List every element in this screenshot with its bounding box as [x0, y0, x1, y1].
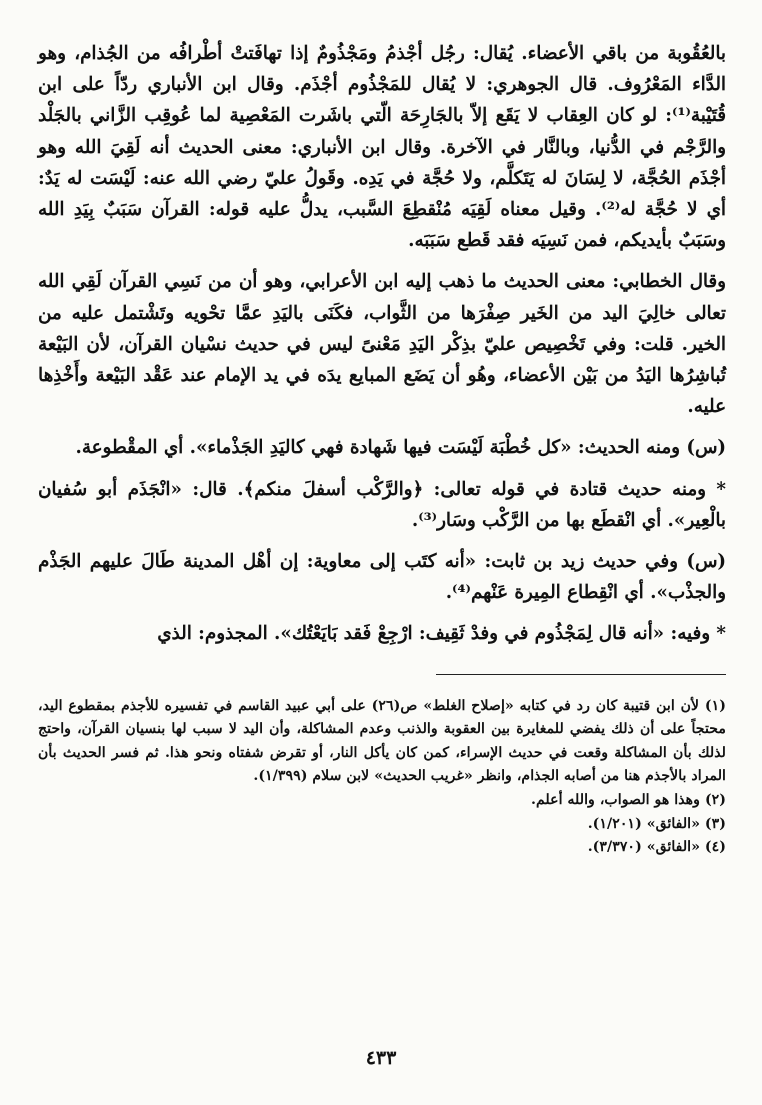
- footnote: (١) لأن ابن قتيبة كان رد في كتابه «إصلاح الغلط» ص(٢٦) على أبي عبيد القاسم في تفسيره للأجذم بمقطوع اليد، محتجاً على أن ذلك يفضي للمغايرة بين العقوبة والذنب وعدم المشاكلة، وأن اليد لا سبب لها بنسيان القرآن، واحتج لذلك بأن المشاكلة وقعت في حديث الإسراء، كمن كان يأكل النار، أو تقرض شفتاه ونحو هذا. ثم فسر الحديث بأن المراد بالأجذم هنا من أصابه الجذام، وانظر «غريب الحديث» لابن سلام (١/٣٩٩).: [38, 697, 726, 785]
- footnotes: [38, 695, 726, 860]
- page-number: ٤٣٣: [365, 1047, 397, 1069]
- main-text: [38, 38, 726, 650]
- footnote: (٤) «الفائق» (٣/٣٧٠).: [587, 839, 726, 856]
- footnote: (٣) «الفائق» (١/٢٠١).: [587, 815, 726, 832]
- paragraph: * وفيه: «أنه قال لِمَجْذُوم في وفدْ ثَقِيف: ارْجِعْ فَقد بَايَعْتُك». المجذوم: الذي: [157, 623, 726, 645]
- footnote-divider: [436, 674, 726, 675]
- footnote: (٢) وهذا هو الصواب، والله أعلم.: [531, 792, 726, 809]
- paragraph: (س) ومنه الحديث: «كل خُطْبَة لَيْسَت فيها شَهادة فهي كاليَدِ الجَذْماء». أي المقْطوعة.: [75, 437, 726, 459]
- paragraph: * ومنه حديث قتادة في قوله تعالى: ﴿والرَّكْب أسفلَ منكم﴾. قال: «انْجَذَم أبو سُفيان بالْعِير». أي انْقطَع بها من الرَّكْب وسَار⁽³⁾.: [38, 478, 726, 531]
- paragraph: (س) وفي حديث زيد بن ثابت: «أنه كتَب إلى معاوية: إن أهْل المدينة طَالَ عليهم الجَذْم والجذْب». أي انْقِطاع المِيرة عَنْهم⁽⁴⁾.: [38, 551, 726, 604]
- paragraph: بالعُقُوبة من باقي الأعضاء. يُقال: رجُل أجْذمُ ومَجْذُومٌ إذا تهافَتتْ أطْرافُه من الجُذام، وهو الدَّاء المَعْرُوف. قال الجوهري: لا يُقال للمَجْذُوم أجْذَم. وقال ابن الأنباري ردّاً على ابن قُتَيْبة⁽¹⁾: لو كان العِقاب لا يَقَع إلاّ بالجَارِحَة الّتي باشَرت المَعْصِية لما عُوقِب الزَّاني بالجَلْد والرَّجْم في الدُّنيا، وبالنَّار في الآخرة. وقال ابن الأنباري: معنى الحديث أنه لَقِيَ الله وهو أجْذَم الحُجَّة، لا لِسَانَ له يَتَكلَّم، ولا حُجَّة في يَدِه. وقَولُ عليّ رضي الله عنه: لَيْسَت له يَدٌ: أي لا حُجَّة له⁽²⁾. وقيل معناه لَقِيَه مُنْقطِعَ السَّبب، يدلُّ عليه قوله: القرآن سَبَبٌ بِيَدِ الله وسَبَبٌ بأيديكم، فمن نَسِيَه فقد قَطع سَبَبَه.: [38, 43, 726, 252]
- paragraph: وقال الخطابي: معنى الحديث ما ذهب إليه ابن الأعرابي، وهو أن من نَسِي القرآن لَقِي الله تعالى خالِيَ اليد من الخَير صِفْرَها من الثَّواب، فكَنَى باليَدِ عمَّا تحْويه وتَشْتمل عليه من الخير. قلت: وفي تَخْصِيص عليّ بذِكْر اليَدِ مَعْنىً ليس في حديث نسْيان القرآن، لأن البَيْعة تُباشِرُها اليَدُ من بَيْن الأعضاء، وهُو أن يَضَع المبايع يدَه في يد الإمام عند عَقْد البَيْعة وأَخْذِها عليه.: [38, 271, 726, 418]
